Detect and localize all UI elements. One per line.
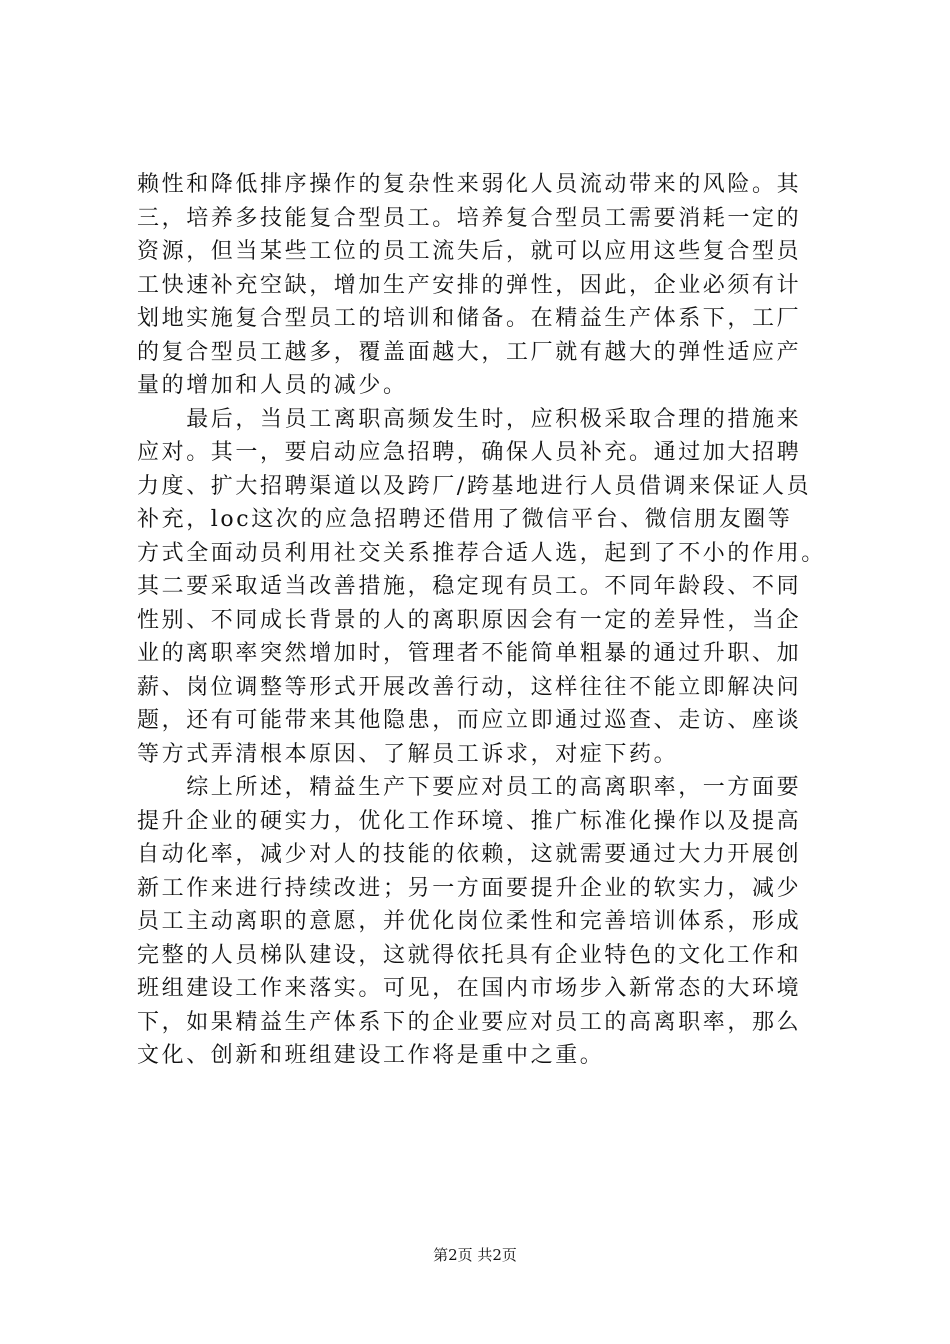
body-text <box>137 168 837 1073</box>
text-line: 方式全面动员利用社交关系推荐合适人选，起到了不小的作用。 <box>137 540 826 566</box>
text-line: 应对。其一，要启动应急招聘，确保人员补充。通过加大招聘 <box>137 440 802 465</box>
text-line: 提升企业的硬实力，优化工作环境、推广标准化操作以及提高 <box>137 808 802 834</box>
text-line: 其二要采取适当改善措施，稳定现有员工。不同年龄段、不同 <box>137 574 802 599</box>
text-line: 补充，loc这次的应急招聘还借用了微信平台、微信朋友圈等 <box>137 507 793 532</box>
text-line: 性别、不同成长背景的人的离职原因会有一定的差异性，当企 <box>137 607 802 633</box>
text-line: 工快速补充空缺，增加生产安排的弹性，因此，企业必须有计 <box>137 272 802 298</box>
page-footer <box>0 1245 950 1265</box>
text-line: 薪、岗位调整等形式开展改善行动，这样往往不能立即解决问 <box>137 674 802 700</box>
text-line: 班组建设工作来落实。可见，在国内市场步入新常态的大环境 <box>137 976 802 1001</box>
page-number-label: 第2页 共2页 <box>433 1246 517 1264</box>
text-line: 等方式弄清根本原因、了解员工诉求，对症下药。 <box>137 741 679 767</box>
text-line: 自动化率，减少对人的技能的依赖，这就需要通过大力开展创 <box>137 842 802 867</box>
text-line: 新工作来进行持续改进；另一方面要提升企业的软实力，减少 <box>137 875 802 901</box>
text-line: 三，培养多技能复合型员工。培养复合型员工需要消耗一定的 <box>137 205 802 231</box>
text-line: 下，如果精益生产体系下的企业要应对员工的高离职率，那么 <box>137 1009 802 1035</box>
text-line: 文化、创新和班组建设工作将是重中之重。 <box>137 1043 605 1068</box>
text-line: 赖性和降低排序操作的复杂性来弱化人员流动带来的风险。其 <box>137 172 802 197</box>
text-line: 力度、扩大招聘渠道以及跨厂/跨基地进行人员借调来保证人员 <box>137 473 812 499</box>
text-line: 业的离职率突然增加时，管理者不能简单粗暴的通过升职、加 <box>137 641 802 666</box>
text-line: 量的增加和人员的减少。 <box>137 373 408 398</box>
text-line: 题，还有可能带来其他隐患，而应立即通过巡查、走访、座谈 <box>137 708 802 733</box>
text-line: 完整的人员梯队建设，这就得依托具有企业特色的文化工作和 <box>137 942 802 968</box>
text-line: 最后，当员工离职高频发生时，应积极采取合理的措施来 <box>137 406 802 432</box>
text-line: 资源，但当某些工位的员工流失后，就可以应用这些复合型员 <box>137 239 802 264</box>
text-line: 划地实施复合型员工的培训和储备。在精益生产体系下，工厂 <box>137 306 802 331</box>
text-line: 的复合型员工越多，覆盖面越大，工厂就有越大的弹性适应产 <box>137 339 802 365</box>
text-line: 综上所述，精益生产下要应对员工的高离职率，一方面要 <box>137 775 802 800</box>
text-line: 员工主动离职的意愿，并优化岗位柔性和完善培训体系，形成 <box>137 909 802 934</box>
